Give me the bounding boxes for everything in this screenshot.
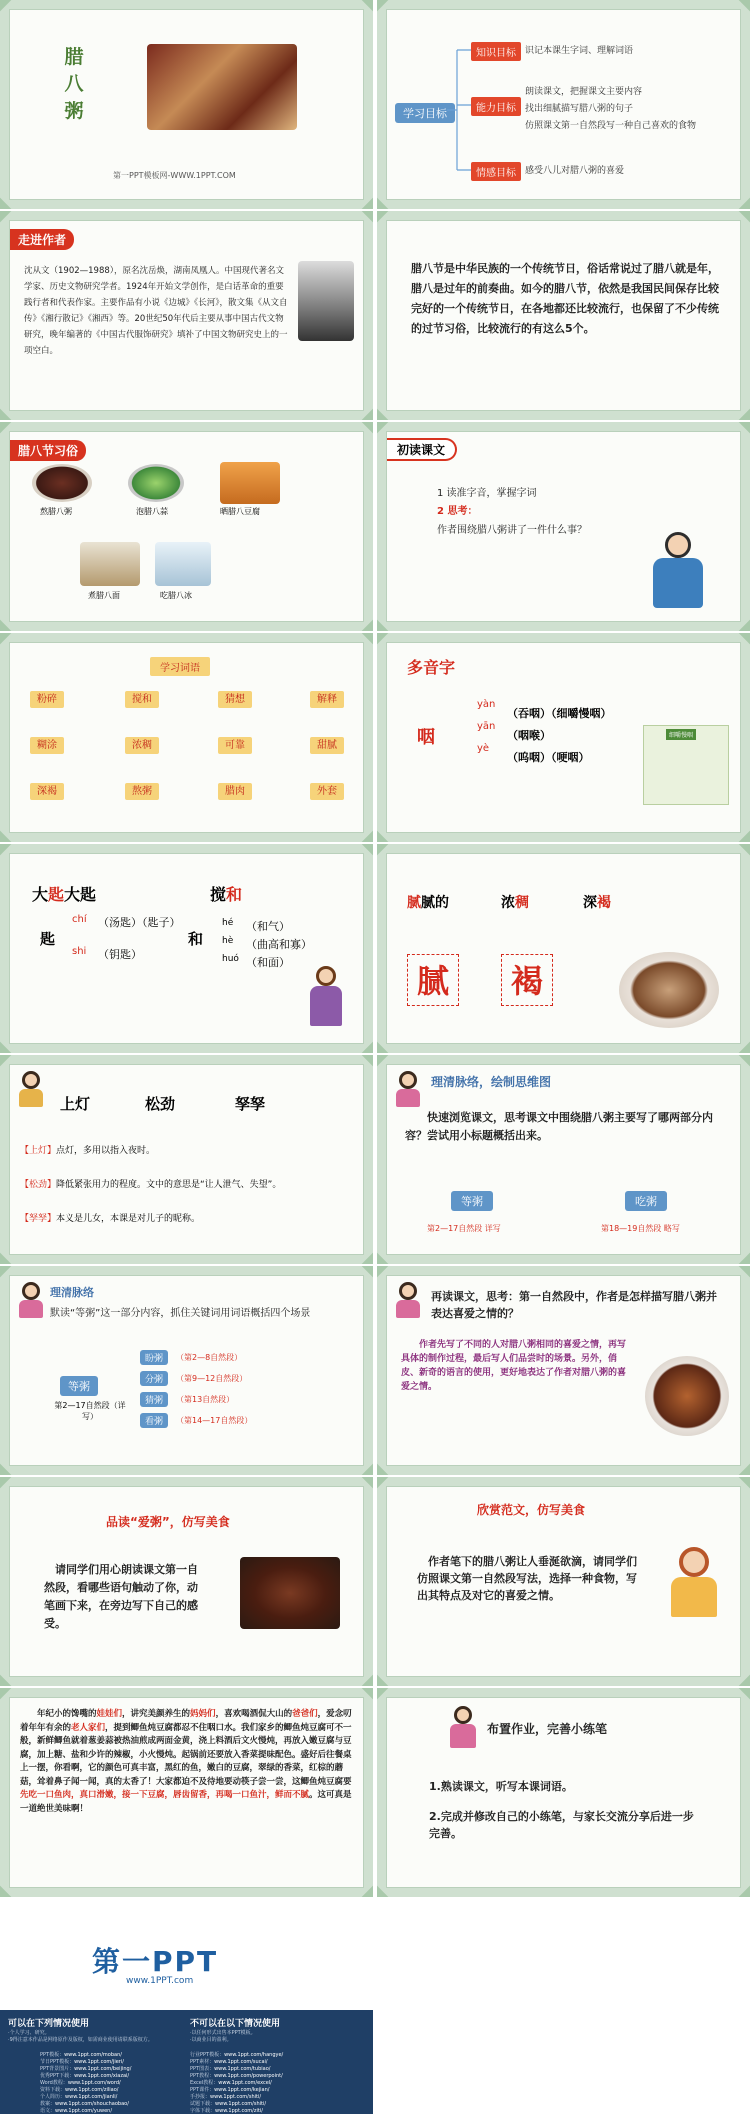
link-row[interactable]: 手抄报：www.1ppt.com/shiti/ [190,2094,262,2100]
goal-label: 学习目标 [395,103,455,123]
polyphone-char: 咽 [417,727,435,748]
definition: 【上灯】点灯，多用以指入夜时。 [20,1146,156,1156]
answer: 作者先写了不同的人对腊八粥相同的喜爱之情，再写具体的制作过程，最后写人们品尝时的场景。另外，俏皮、新奇的语言的使用，更好地表达了作者对腊八粥的喜爱之情。 [401,1340,627,1392]
instruction: 作者笔下的腊八粥让人垂涎欲滴，请同学们仿照课文第一自然段写法，选择一种食物，写出其特点及对它的喜爱之情。 [417,1555,637,1602]
link-row[interactable]: PPT模板：www.1ppt.com/moban/ [40,2052,122,2058]
section-tag: 走进作者 [10,229,74,250]
vocab-word: 深褐 [30,783,64,800]
pinyin: yān [477,721,496,732]
slide-title: 布置作业，完善小练笔 [487,1722,608,1736]
section-tag: 腊八节习俗 [10,440,86,461]
slide-12-outline[interactable] [377,1055,750,1264]
reading-words: （咽喉） [507,729,551,742]
license-title: 不可以在以下情况使用 [190,2019,281,2029]
cartoon-label: 细嚼慢咽 [666,729,696,740]
slide-8-polyphone[interactable] [377,633,750,842]
link-row[interactable]: 字体下载：www.1ppt.com/ziti/ [190,2108,263,2114]
link-row[interactable]: Word教程：www.1ppt.com/word/ [40,2080,121,2086]
pinyin: huó [222,954,239,964]
char-grid: 褐 [501,954,553,1006]
vocab-word: 浓稠 [125,737,159,754]
vocab-word: 粉碎 [30,691,64,708]
homework-item: 2.完成并修改自己的小练笔，与家长交流分享后进一步完善。 [429,1810,694,1840]
word-item: 腻腻的 [407,895,449,911]
link-list-right [190,2052,350,2115]
goal-tag-emotion: 情感目标 [471,162,521,181]
task-line: 1 读准字音，掌握字词 [437,488,537,499]
essay-text: 年纪小的馋嘴的娃娃们，讲究美颜养生的妈妈们，喜欢喝酒侃大山的爸爸们，爱念叨着年年有余的老人家们，提到鲫鱼炖豆腐都忍不住咽口水。我们家乡的鲫鱼炖豆腐可不一般，新鲜鲫鱼就着葱姜蒜被热油煎成两面金黄，浇上料酒后文火慢炖，再放入嫩豆腐与豆腐，加上糖、盐和少许的辣椒，小火慢炖。起锅前还要放入香菜提味配色。盛好后往餐桌上一摆，你看啊，它的颜色可真丰富，黑红的鱼，嫩白的豆腐，翠绿的香菜，红棕的蘑菇，耸着鼻子闻一闻，真的太香了！大家都迫不及待地要动筷子尝一尝，这鲫鱼炖豆腐要先吃一口鱼肉，真口滑嫩，接一下豆腐，唇齿留香，再喝一口鱼汁，鲜而不腻。这可真是一道绝世美味啊！ [20,1709,352,1814]
section-tag: 初读课文 [387,438,457,461]
pinyin: hé [222,918,234,928]
custom-caption: 泡腊八蒜 [136,507,168,516]
vocab-header: 学习词语 [150,657,210,676]
ice-image [155,542,211,586]
vocab-word: 解释 [310,691,344,708]
word-title-left: 大匙大匙 [32,885,97,904]
outline-caption: 第18—19自然段 略写 [601,1224,680,1233]
student-figure [393,1282,423,1320]
link-row[interactable]: PPT教程：www.1ppt.com/powerpoint/ [190,2073,283,2079]
footer-license-panel [0,2010,373,2114]
outline-caption: 第2—17自然段 详写 [427,1224,501,1233]
word-item: 深褐 [583,895,611,911]
link-row[interactable]: PPT图表：www.1ppt.com/tubiao/ [190,2066,271,2072]
slide-14-analysis[interactable] [377,1266,750,1475]
custom-caption: 熬腊八粥 [40,507,72,516]
slide-7-vocabulary[interactable] [0,633,373,842]
homework-item: 1.熟读课文，听写本课词语。 [429,1780,573,1793]
link-row[interactable]: 节日PPT模板：www.1ppt.com/jieri/ [40,2059,124,2065]
site-url[interactable]: www.1PPT.com [126,1976,194,1986]
vocab-word: 腊肉 [218,783,252,800]
tofu-image [220,462,280,504]
instruction: 请同学们用心朗读课文第一自然段，看哪些语句触动了你，动笔画下来，在旁边写下自己的感受。 [44,1563,198,1630]
slide-18-homework[interactable] [377,1688,750,1897]
link-row[interactable]: 优秀PPT下载：www.1ppt.com/xiazai/ [40,2073,130,2079]
pinyin: yàn [477,699,496,710]
scene-box: 看粥 [140,1413,168,1428]
reading-words: （和面） [246,956,290,969]
cartoon-image [643,725,729,805]
slide-title: 理清脉络，绘制思维图 [431,1075,552,1089]
vocab-word: 猜想 [218,691,252,708]
outline-box: 等粥 [451,1191,493,1211]
scene-box: 猜粥 [140,1392,168,1407]
custom-caption: 吃腊八冰 [160,591,192,600]
link-row[interactable]: 试题下载：www.1ppt.com/shiti/ [190,2101,267,2107]
slide-title: 品读“爱粥”，仿写美食 [106,1515,230,1529]
site-logo: 第一PPT [92,1945,219,1978]
student-figure [16,1071,46,1109]
vocab-word: 熬粥 [125,783,159,800]
template-credit: 第一PPT模板网-WWW.1PPT.COM [113,171,236,180]
author-bio: 沈从文（1902—1988），原名沈岳焕，湖南凤凰人。中国现代著名文学家、历史文物研究学者。1924年开始文学创作，是白话革命的重要践行者和代表作家。主要作品有小说《边城》《长河》，散文集《从文自传》《湘行散记》《湘西》等。20世纪50年代后主要从事中国古代文物研究，晚年编著的《中国古代服饰研究》填补了中国文物研究史上的一项空白。 [24,266,288,356]
vocab-word: 糊涂 [30,737,64,754]
slide-1-title[interactable] [0,0,373,209]
slide-title: 理清脉络 [50,1286,94,1299]
vocab-word: 甜腻 [310,737,344,754]
link-row[interactable]: 资料下载：www.1ppt.com/ziliao/ [40,2087,119,2093]
instruction: 默读“等粥”这一部分内容，抓住关键词用词语概括四个场景 [50,1308,311,1319]
porridge-image [645,1356,729,1436]
link-row[interactable]: 行业PPT模板：www.1ppt.com/hangye/ [190,2052,284,2058]
slide-3-author[interactable] [0,211,373,420]
slide-6-first-reading[interactable] [377,422,750,631]
word-item: 浓稠 [501,895,529,911]
footer-banner [0,1900,373,2010]
slide-2-learning-goals[interactable] [377,0,750,209]
pinyin: yè [477,743,490,754]
student-figure [393,1071,423,1109]
pinyin: hè [222,936,234,946]
slide-17-sample-essay[interactable] [0,1688,373,1897]
slide-title-vertical: 腊 八 粥 [64,46,84,122]
link-row[interactable]: 个人简历：www.1ppt.com/jianli/ [40,2094,118,2100]
reading-words: （吞咽）（细嚼慢咽） [507,707,612,720]
reading-words: （钥匙） [98,948,142,961]
goal-tag-ability: 能力目标 [471,97,521,116]
link-row[interactable]: 语文：www.1ppt.com/yuwen/ [40,2108,113,2114]
pinyin: shi [72,946,87,957]
outline-caption: 第2—17自然段（详写） [54,1401,126,1421]
reading-words: （和气） [246,920,290,933]
word-title: 上灯 [60,1095,91,1113]
food-photo [147,44,297,130]
teacher-figure [447,1706,479,1750]
polyphone-char: 和 [188,930,204,948]
task-line: 作者围绕腊八粥讲了一件什么事？ [437,525,587,536]
link-row[interactable]: Excel教程：www.1ppt.com/excel/ [190,2080,272,2086]
slide-15-reading[interactable] [0,1477,373,1686]
reading-words: （呜咽）（哽咽） [507,751,590,764]
license-line: ·以商业目的盈利。 [190,2037,232,2043]
link-row[interactable]: PPT背景图片：www.1ppt.com/beijing/ [40,2066,132,2072]
goal-item: 感受八儿对腊八粥的喜爱 [525,166,625,176]
license-line: ·个人学习、研究。 [8,2030,50,2036]
license-title: 可以在下列情况使用 [8,2019,90,2029]
definition: 【松劲】降低紧张用力的程度。文中的意思是“让人泄气、失望”。 [20,1180,282,1190]
scene-box: 盼粥 [140,1350,168,1365]
garlic-image [128,464,184,502]
teacher-figure [306,966,346,1030]
slide-title: 多音字 [407,658,456,677]
outline-box: 等粥 [60,1376,98,1396]
slide-9-polyphones-2[interactable] [0,844,373,1053]
link-row[interactable]: PPT素材：www.1ppt.com/sucai/ [190,2059,268,2065]
template-footer [0,1900,373,2114]
slide-16-sample[interactable] [377,1477,750,1686]
slide-13-scenes[interactable] [0,1266,373,1475]
outline-box: 吃粥 [625,1191,667,1211]
slide-4-festival-intro[interactable] [377,211,750,420]
link-row[interactable]: 教案：www.1ppt.com/shouchaobao/ [40,2101,129,2107]
slide-title: 欣赏范文，仿写美食 [477,1503,586,1517]
license-line: ·以任何形式出售本PPT模板。 [190,2030,256,2036]
scene-box: 分粥 [140,1371,168,1386]
word-title: 松劲 [145,1095,176,1113]
porridge-image [32,464,92,502]
goal-item: 识记本课生字词、理解词语 [525,46,634,56]
question: 再读课文，思考：第一自然段中，作者是怎样描写腊八粥并表达喜爱之情的？ [431,1290,717,1320]
slide-10-words[interactable] [377,844,750,1053]
word-title-right: 搅和 [210,885,243,904]
scene-range: （第14—17自然段） [176,1416,253,1425]
vocab-word: 外套 [310,783,344,800]
slide-11-definitions[interactable] [0,1055,373,1264]
author-portrait [298,261,354,341]
scene-range: （第9—12自然段） [176,1374,248,1383]
link-row[interactable]: PPT课件：www.1ppt.com/kejian/ [190,2087,270,2093]
task-line: 2 思考： [437,506,478,517]
goal-item: 朗读课文，把握课文主要内容 [525,87,643,97]
porridge-image [619,952,719,1028]
noodle-image [80,542,140,586]
goal-item: 找出细腻描写腊八粥的句子 [525,104,634,114]
porridge-image [240,1557,340,1629]
char-grid: 腻 [407,954,459,1006]
definition: 【孥孥】本义是儿女，本课是对儿子的昵称。 [20,1214,201,1224]
reading-words: （汤匙）（匙子） [98,916,181,929]
reading-words: （曲高和寡） [246,938,312,951]
word-title: 孥孥 [235,1095,266,1113]
pinyin: chí [72,914,87,925]
teacher-figure [645,532,709,612]
instruction: 快速浏览课文，思考课文中围绕腊八粥主要写了哪两部分内容？尝试用小标题概括出来。 [405,1111,713,1142]
custom-caption: 煮腊八面 [88,591,120,600]
custom-caption: 晒腊八豆腐 [220,507,260,516]
student-figure [665,1547,725,1627]
link-list-left [40,2052,190,2115]
vocab-word: 搅和 [125,691,159,708]
festival-paragraph: 腊八节是中华民族的一个传统节日，俗话常说过了腊八就是年，腊八是过年的前奏曲。如今的腊八节，依然是我国民间保存比较完好的一个传统节日，在各地都还比较流行，也保留了不少传统的过节习俗，比较流行的有这么5个。 [411,262,719,335]
slide-5-customs[interactable] [0,422,373,631]
scene-range: （第2—8自然段） [176,1353,243,1362]
goal-tag-knowledge: 知识目标 [471,42,521,61]
goal-item: 仿照课文第一自然段写一种自己喜欢的食物 [525,121,697,131]
vocab-word: 可靠 [218,737,252,754]
scene-range: （第13自然段） [176,1395,235,1404]
license-line: ·9得注意本作品是网络原作及版权，如需商业使用请联系版权方。 [8,2037,153,2043]
polyphone-char: 匙 [40,930,56,948]
